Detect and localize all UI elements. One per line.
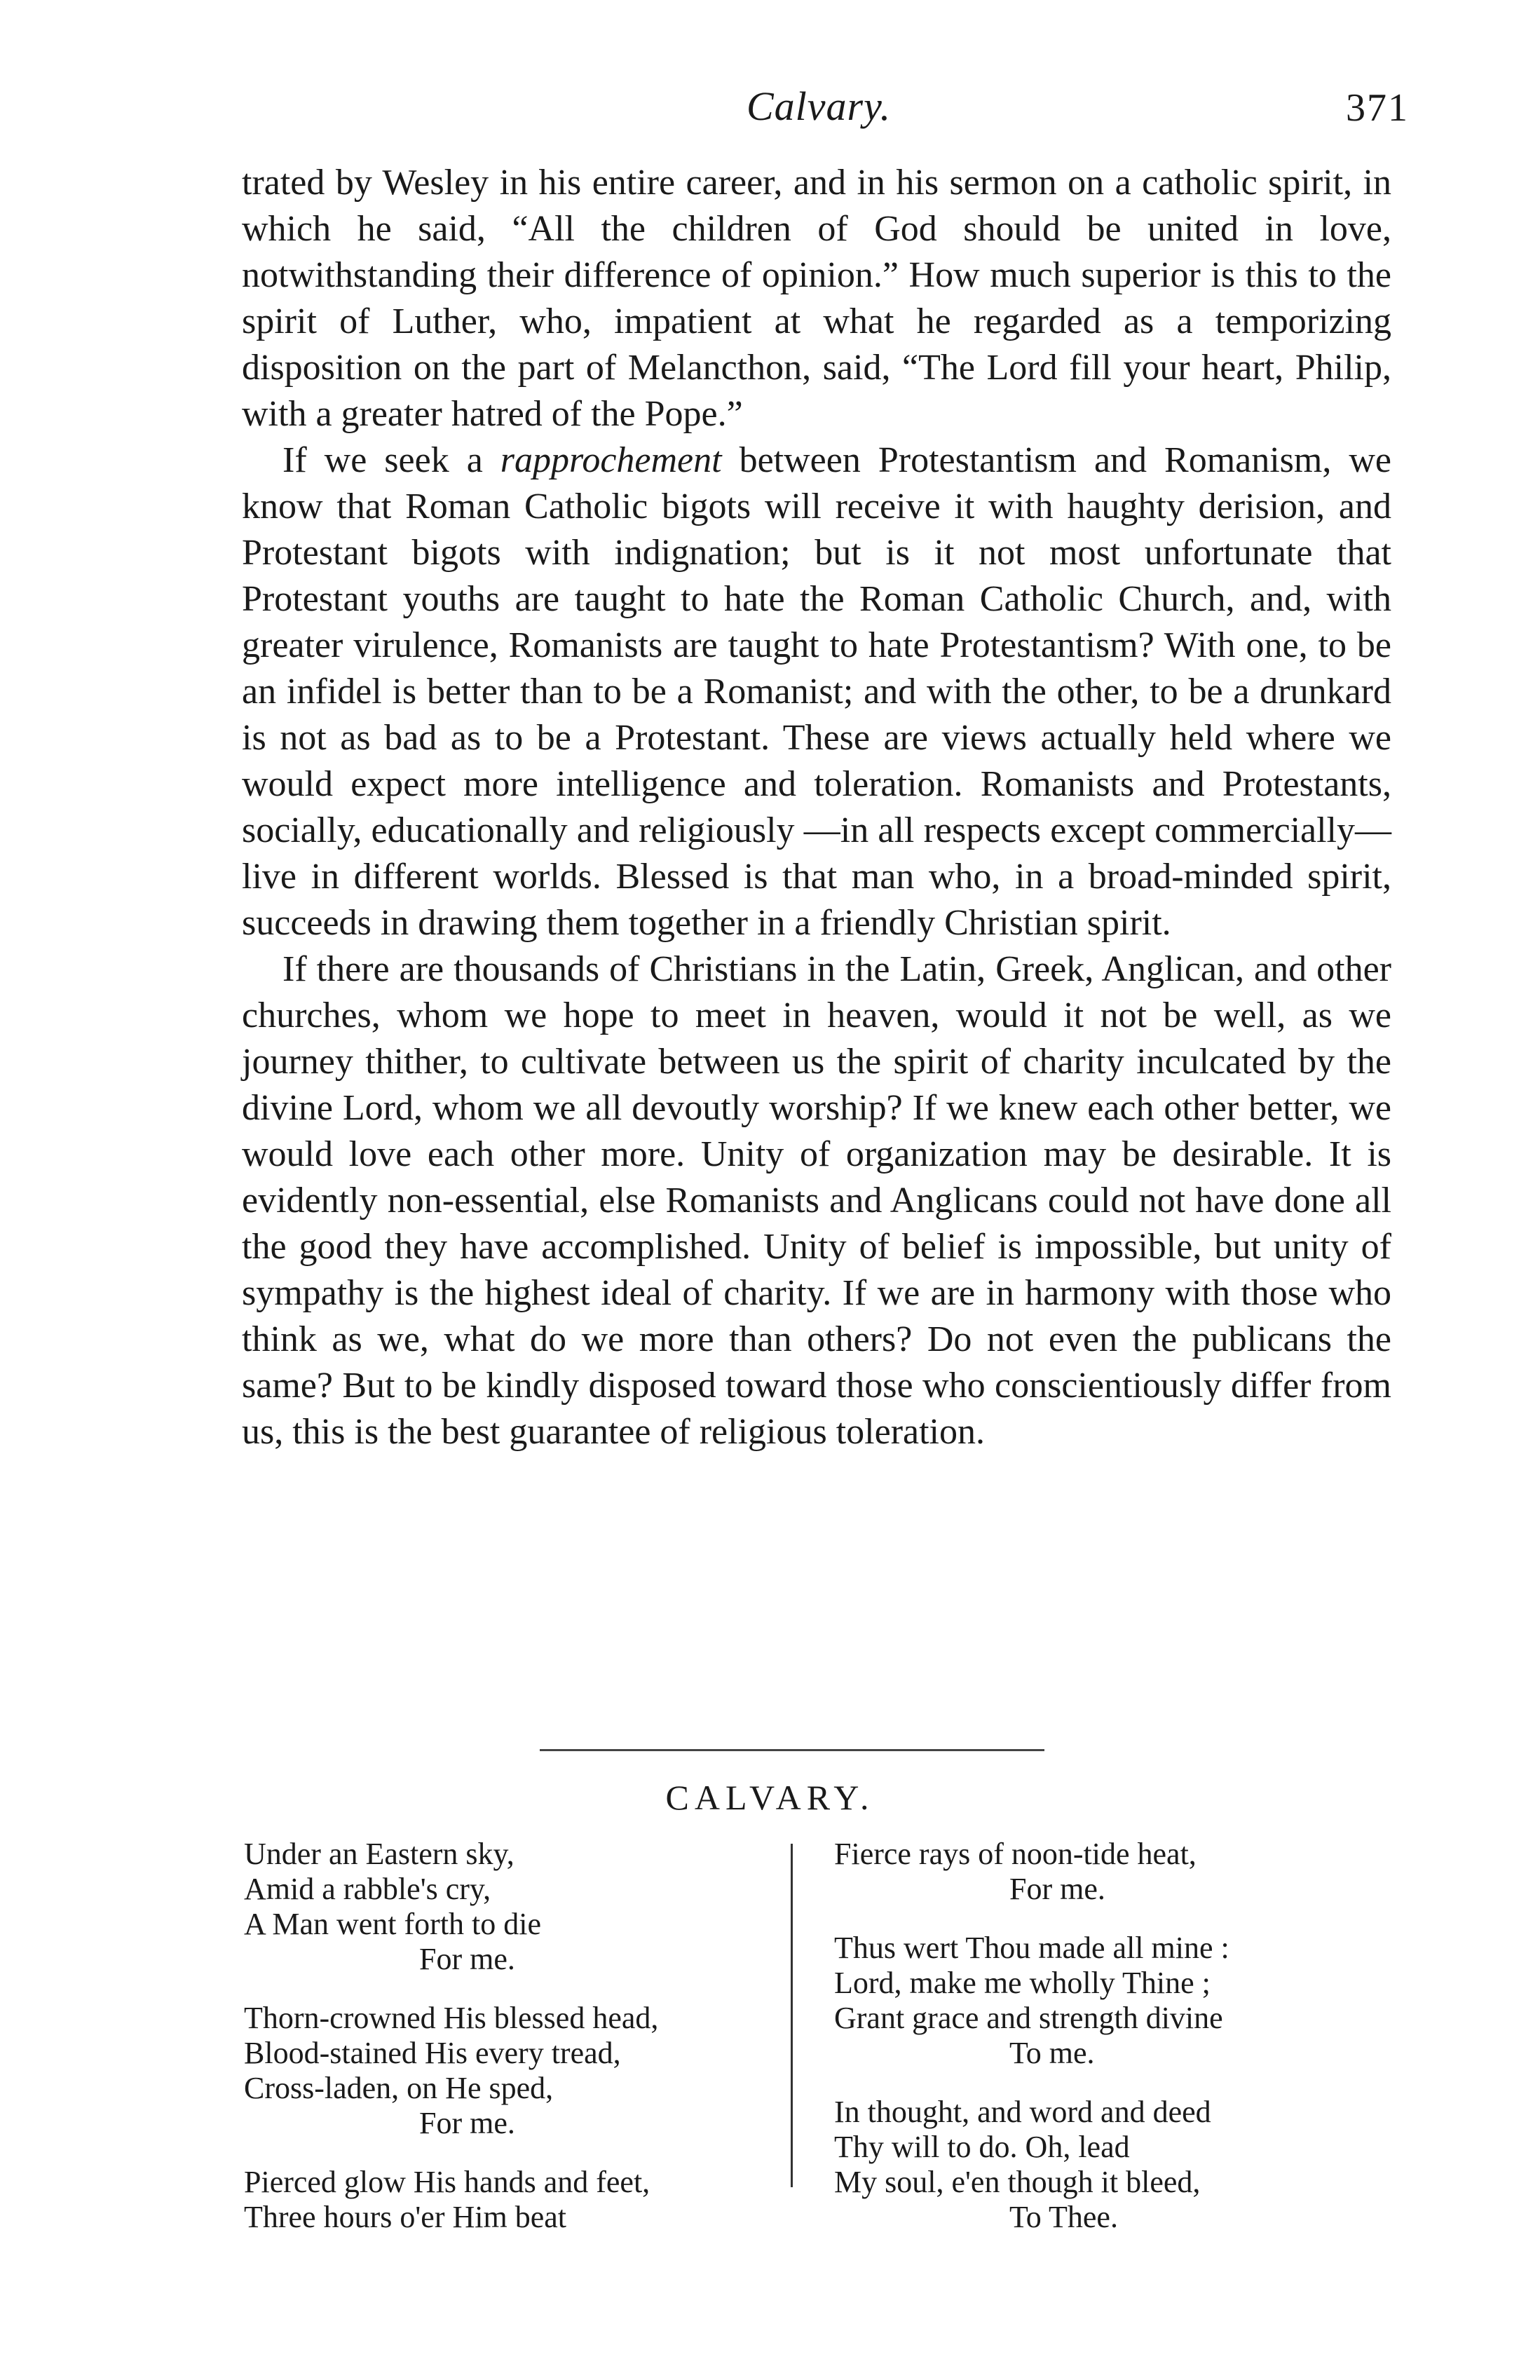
stanza-1 — [244, 1837, 777, 1977]
column-divider — [791, 1844, 793, 2187]
emphasized-word: rapprochement — [500, 440, 722, 480]
stanza-2 — [244, 2001, 777, 2141]
poem-line: Lord, make me wholly Thine ; — [834, 1966, 1211, 2000]
poem-refrain: To Thee. — [1009, 2200, 1118, 2234]
paragraph-2-text: we seek a rapprochement between Protestantism and Romanism, we know that Roman Catholic bigots will receive it with haughty derision, and Protestant bigots with indignation; but is it not most unfortunate that Protestant youths are taught to hate the Roman Catholic Church, and, with greater virulence, Romanists are taught to hate Protestantism? With one, to be an infidel is better than to be a Romanist; and with the other, to be a drunkard is not as bad as to be a Protestant. These are views actually held where we would expect more intelligence and toleration. Romanists and Protestants, socially, educationally and religiously —in all respects except commercially—live in different worlds. Blessed is that man who, in a broad-minded spirit, succeeds in drawing them together in a friendly Christian spirit. — [242, 440, 1392, 943]
section-separator — [540, 1749, 1044, 1751]
poem-line: Three hours o'er Him beat — [244, 2200, 566, 2234]
poem-line: Thus wert Thou made all mine : — [834, 1931, 1229, 1965]
body-text — [242, 160, 1391, 1455]
stanza-4 — [834, 1931, 1367, 2071]
stanza-3-continued — [834, 1837, 1367, 1907]
running-head: Calvary. — [747, 83, 892, 129]
poem-line: Pierced glow His hands and feet, — [244, 2165, 650, 2199]
poem-refrain: For me. — [1009, 1872, 1105, 1906]
poem-line: Under an Eastern sky, — [244, 1837, 515, 1871]
poem-line: Fierce rays of noon-tide heat, — [834, 1837, 1197, 1871]
paragraph-2 — [242, 437, 1391, 946]
poem-left-column — [244, 1837, 777, 2259]
poem-line: Blood-stained His every tread, — [244, 2036, 621, 2070]
page-header — [238, 83, 1430, 139]
paragraph-2-lead: If — [282, 440, 307, 480]
stanza-5 — [834, 2095, 1367, 2235]
poem-right-column — [834, 1837, 1367, 2259]
poem-line: Cross-laden, on He sped, — [244, 2071, 554, 2105]
stanza-3 — [244, 2165, 777, 2235]
poem-line: Thorn-crowned His blessed head, — [244, 2001, 659, 2035]
poem-line: Amid a rabble's cry, — [244, 1872, 491, 1906]
poem-title: CALVARY. — [665, 1778, 875, 1817]
poem-line: Thy will to do. Oh, lead — [834, 2130, 1130, 2164]
poem-refrain: For me. — [419, 1942, 515, 1976]
poem-refrain: To me. — [1009, 2036, 1095, 2070]
poem-line: A Man went forth to die — [244, 1907, 542, 1941]
poem-line: In thought, and word and deed — [834, 2095, 1211, 2129]
page-number: 371 — [1346, 86, 1409, 130]
paragraph-1: trated by Wesley in his entire career, and in his sermon on a catholic spirit, in which he said, “All the children of God should be united in love, notwithstanding their difference of opinion.” How much superior is this to the spirit of Luther, who, impatient at what he regarded as a temporizing disposition on the part of Melancthon, said, “The Lord fill your heart, Philip, with a greater hatred of the Pope.” — [242, 163, 1391, 434]
poem-line: Grant grace and strength divine — [834, 2001, 1223, 2035]
poem-line: My soul, e'en though it bleed, — [834, 2165, 1201, 2199]
paragraph-3: If there are thousands of Christians in the Latin, Greek, Anglican, and other churches, whom we hope to meet in heaven, would it not be well, as we journey thither, to cultivate between us the spirit of charity inculcated by the divine Lord, whom we all devoutly worship? If we knew each other better, we would love each other more. Unity of organization may be desirable. It is evidently non-essential, else Romanists and Anglicans could not have done all the good they have accomplished. Unity of belief is impossible, but unity of sympathy is the highest ideal of charity. If we are in harmony with those who think as we, what do we more than others? Do not even the publicans the same? But to be kindly disposed toward those who conscientiously differ from us, this is the best guarantee of religious toleration. — [242, 949, 1391, 1452]
poem-refrain: For me. — [419, 2106, 515, 2140]
